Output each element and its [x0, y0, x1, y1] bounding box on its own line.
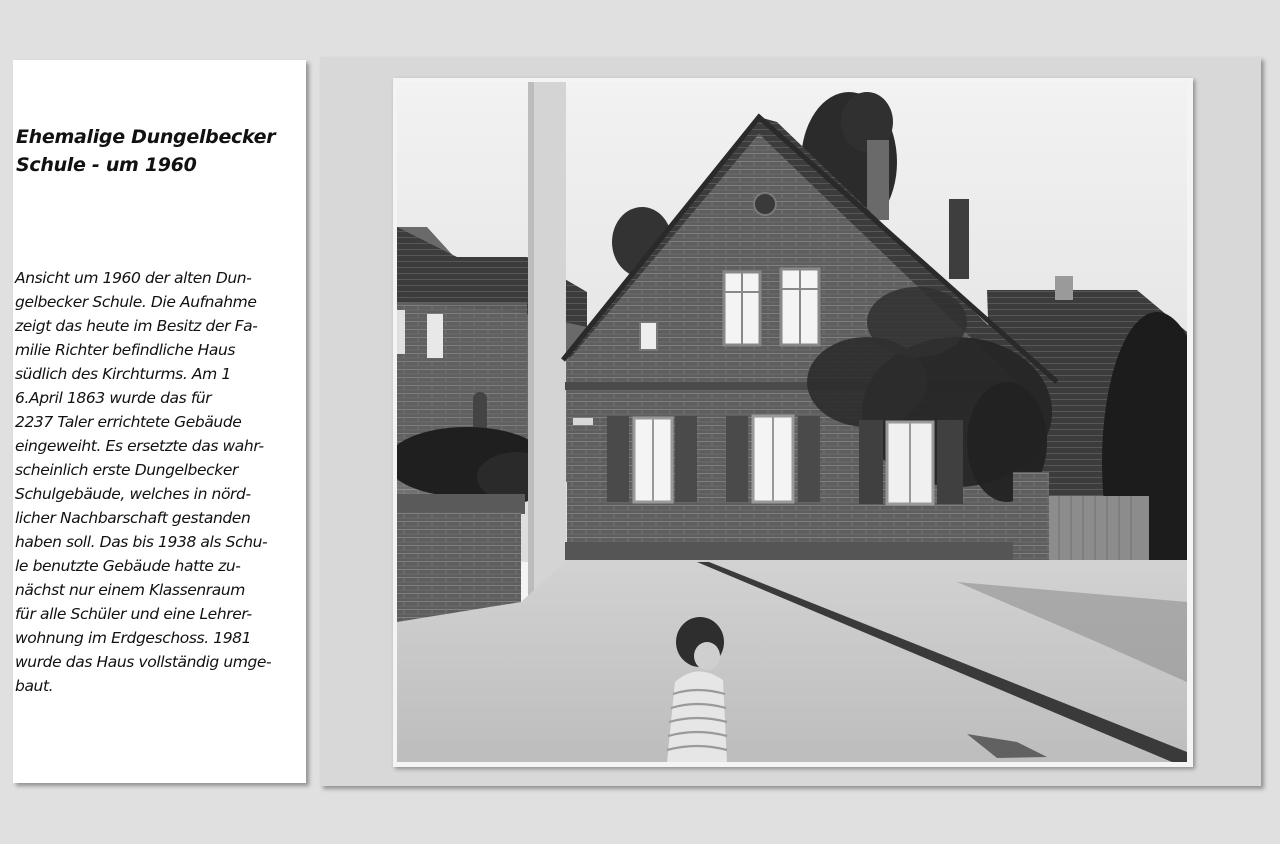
caption-body-line: wohnung im Erdgeschoss. 1981: [15, 629, 252, 647]
caption-title-line: Ehemalige Dungelbecker: [16, 126, 276, 148]
caption-body-line: baut.: [15, 677, 54, 695]
caption-title: [16, 123, 301, 179]
caption-body-line: wurde das Haus vollständig umge-: [15, 653, 272, 671]
caption-body-line: nächst nur einem Klassenraum: [15, 581, 245, 599]
caption-body-line: gelbecker Schule. Die Aufnahme: [15, 293, 257, 311]
caption-body-line: milie Richter befindliche Haus: [15, 341, 236, 359]
caption-body-line: le benutzte Gebäude hatte zu-: [15, 557, 241, 575]
caption-body-line: licher Nachbarschaft gestanden: [15, 509, 251, 527]
caption-body-line: Ansicht um 1960 der alten Dun-: [15, 269, 252, 287]
caption-body-line: haben soll. Das bis 1938 als Schu-: [15, 533, 268, 551]
caption-body-line: zeigt das heute im Besitz der Fa-: [15, 317, 258, 335]
chimney: [949, 199, 969, 279]
caption-title-line: Schule - um 1960: [16, 154, 197, 176]
caption-panel: [13, 60, 306, 783]
caption-body-line: für alle Schüler und eine Lehrer-: [15, 605, 252, 623]
caption-body-line: 2237 Taler errichtete Gebäude: [15, 413, 242, 431]
historic-photo: [397, 82, 1187, 762]
caption-body-line: eingeweiht. Es ersetzte das wahr-: [15, 437, 264, 455]
caption-body-line: südlich des Kirchturms. Am 1: [15, 365, 231, 383]
caption-body: [15, 266, 307, 698]
caption-body-line: Schulgebäude, welches in nörd-: [15, 485, 251, 503]
caption-body-line: scheinlich erste Dungelbecker: [15, 461, 238, 479]
chimney: [867, 140, 889, 220]
caption-body-line: 6.April 1863 wurde das für: [15, 389, 212, 407]
